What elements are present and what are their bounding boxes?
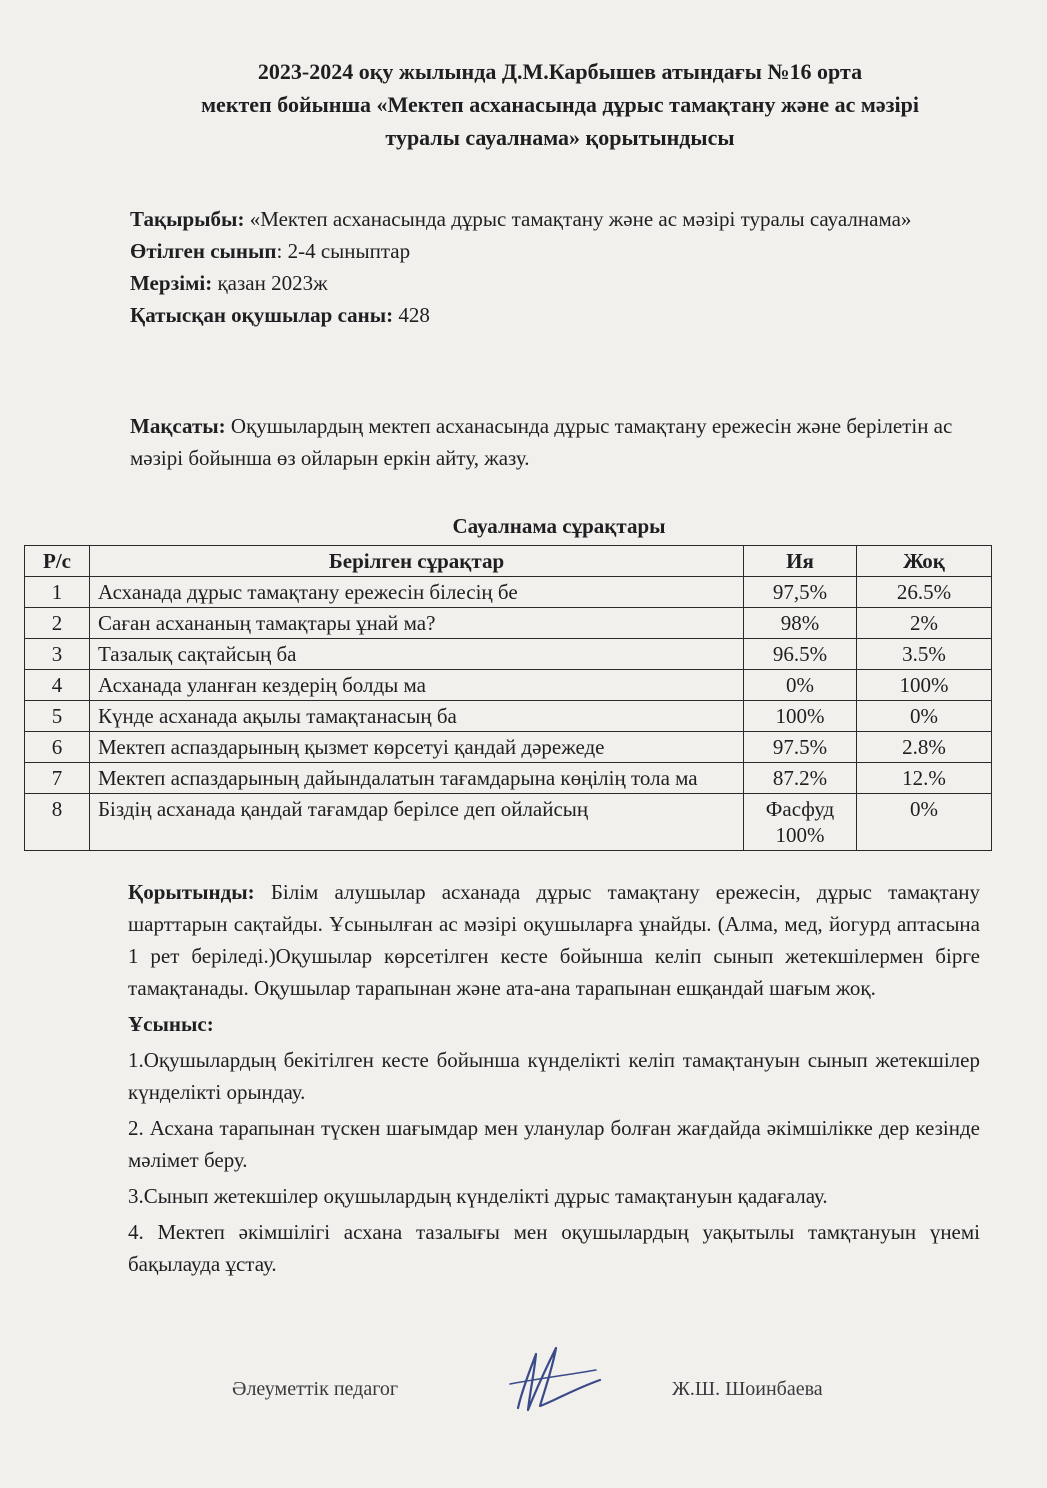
row-no: 26.5% — [857, 577, 992, 608]
row-question: Мектеп аспаздарының қызмет көрсетуі қандай дәрежеде — [90, 732, 744, 763]
row-question: Асханада дұрыс тамақтану ережесін білесің бе — [90, 577, 744, 608]
row-num: 2 — [25, 608, 90, 639]
survey-title: Сауалнама сұрақтары — [452, 514, 666, 538]
table-row — [25, 763, 992, 794]
recommendation-heading — [128, 1008, 980, 1040]
table-row — [25, 732, 992, 763]
topic-label: Тақырыбы: — [130, 207, 245, 231]
row-yes: 0% — [744, 670, 857, 701]
row-question: Саған асхананың тамақтары ұнай ма? — [90, 608, 744, 639]
header-question: Берілген сұрақтар — [90, 546, 744, 577]
row-question: Күнде асханада ақылы тамақтанасың ба — [90, 701, 744, 732]
row-num: 4 — [25, 670, 90, 701]
row-question: Асханада уланған кездерің болды ма — [90, 670, 744, 701]
row-no: 2% — [857, 608, 992, 639]
class-label: Өтілген сынып — [130, 239, 277, 263]
header-no: Жоқ — [857, 546, 992, 577]
table-row — [25, 639, 992, 670]
row-num: 3 — [25, 639, 90, 670]
date-label: Мерзімі: — [130, 271, 213, 295]
conclusion-paragraph — [128, 876, 980, 1004]
recommendation-label: Ұсыныс: — [128, 1012, 214, 1036]
meta-class — [130, 235, 980, 267]
table-row — [25, 794, 992, 851]
conclusion-label: Қорытынды: — [128, 880, 255, 904]
survey-table — [24, 545, 992, 851]
meta-date — [130, 267, 980, 299]
row-question: Біздің асханада қандай тағамдар берілсе деп ойлайсың — [90, 794, 744, 851]
date-value: қазан 2023ж — [217, 271, 328, 295]
row-yes: 97,5% — [744, 577, 857, 608]
row-no: 0% — [857, 794, 992, 851]
recommendation-item: 4. Мектеп әкімшілігі асхана тазалығы мен оқушылардың уақытылы тамқтануын үнемі бақылауда ұстау. — [128, 1220, 980, 1276]
title-line-2: мектеп бойынша «Мектеп асханасында дұрыс тамақтану және ас мәзірі — [201, 92, 919, 117]
row-num: 7 — [25, 763, 90, 794]
title-line-1: 2023-2024 оқу жылында Д.М.Карбышев атындағы №16 орта — [257, 59, 863, 84]
row-no: 100% — [857, 670, 992, 701]
table-row — [25, 577, 992, 608]
recommendation-item: 3.Сынып жетекшілер оқушылардың күнделікті дұрыс тамақтануын қадағалау. — [128, 1184, 828, 1208]
conclusion-text: Білім алушылар асханада дұрыс тамақтану ережесін, дұрыс тамақтану шарттарын сақтайды. Ұсынылған ас мәзірі оқушыларға ұнайды. (Алма, мед, йогурд аптасына 1 рет беріледі.)Оқушылар көрсетілген кесте бойынша келіп сынып жетекшілермен бірге тамақтанады. Оқушылар тарапынан және ата-ана тарапынан ешқандай шағым жоқ. — [128, 880, 981, 1000]
row-question: Мектеп аспаздарының дайындалатын тағамдарына көңілің тола ма — [90, 763, 744, 794]
table-row — [25, 701, 992, 732]
row-num: 8 — [25, 794, 90, 851]
count-label: Қатысқан оқушылар саны: — [130, 303, 394, 327]
header-yes: Ия — [744, 546, 857, 577]
goal-text: Оқушылардың мектеп асханасында дұрыс тамақтану ережесін және берілетін ас мәзірі бойынша өз ойларын еркін айту, жазу. — [130, 414, 953, 470]
goal-section — [130, 410, 970, 474]
row-num: 5 — [25, 701, 90, 732]
handwritten-signature — [500, 1340, 610, 1420]
row-no: 3.5% — [857, 639, 992, 670]
row-yes: 98% — [744, 608, 857, 639]
header-num: Р/с — [25, 546, 90, 577]
recommendation-item: 1.Оқушылардың бекітілген кесте бойынша күнделікті келіп тамақтануын сынып жетекшілер күнделікті орындау. — [128, 1048, 980, 1104]
survey-meta — [130, 203, 980, 331]
row-yes: 96.5% — [744, 639, 857, 670]
recommendation-item: 2. Асхана тарапынан түскен шағымдар мен уланулар болған жағдайда әкімшілікке дер кезінде мәлімет беру. — [128, 1116, 980, 1172]
row-yes: Фасфуд 100% — [744, 794, 857, 851]
table-row — [25, 670, 992, 701]
row-num: 1 — [25, 577, 90, 608]
table-header-row — [25, 546, 992, 577]
goal-label: Мақсаты: — [130, 414, 226, 438]
count-value: 428 — [398, 303, 430, 327]
class-value: : 2-4 сыныптар — [276, 239, 411, 263]
signature-role: Әлеуметтік педагог — [232, 1378, 399, 1400]
row-no: 12.% — [857, 763, 992, 794]
row-no: 0% — [857, 701, 992, 732]
row-yes: 87.2% — [744, 763, 857, 794]
row-question: Тазалық сақтайсың ба — [90, 639, 744, 670]
title-line-3: туралы сауалнама» қорытындысы — [385, 125, 735, 150]
signature-name: Ж.Ш. Шоинбаева — [672, 1378, 823, 1400]
meta-topic — [130, 203, 980, 235]
row-yes: 100% — [744, 701, 857, 732]
row-yes: 97.5% — [744, 732, 857, 763]
table-row — [25, 608, 992, 639]
topic-value: «Мектеп асханасында дұрыс тамақтану және ас мәзірі туралы сауалнама» — [249, 207, 912, 231]
conclusion-and-recommendation — [128, 876, 980, 1284]
meta-count — [130, 299, 980, 331]
row-no: 2.8% — [857, 732, 992, 763]
row-num: 6 — [25, 732, 90, 763]
document-title — [120, 55, 1000, 154]
